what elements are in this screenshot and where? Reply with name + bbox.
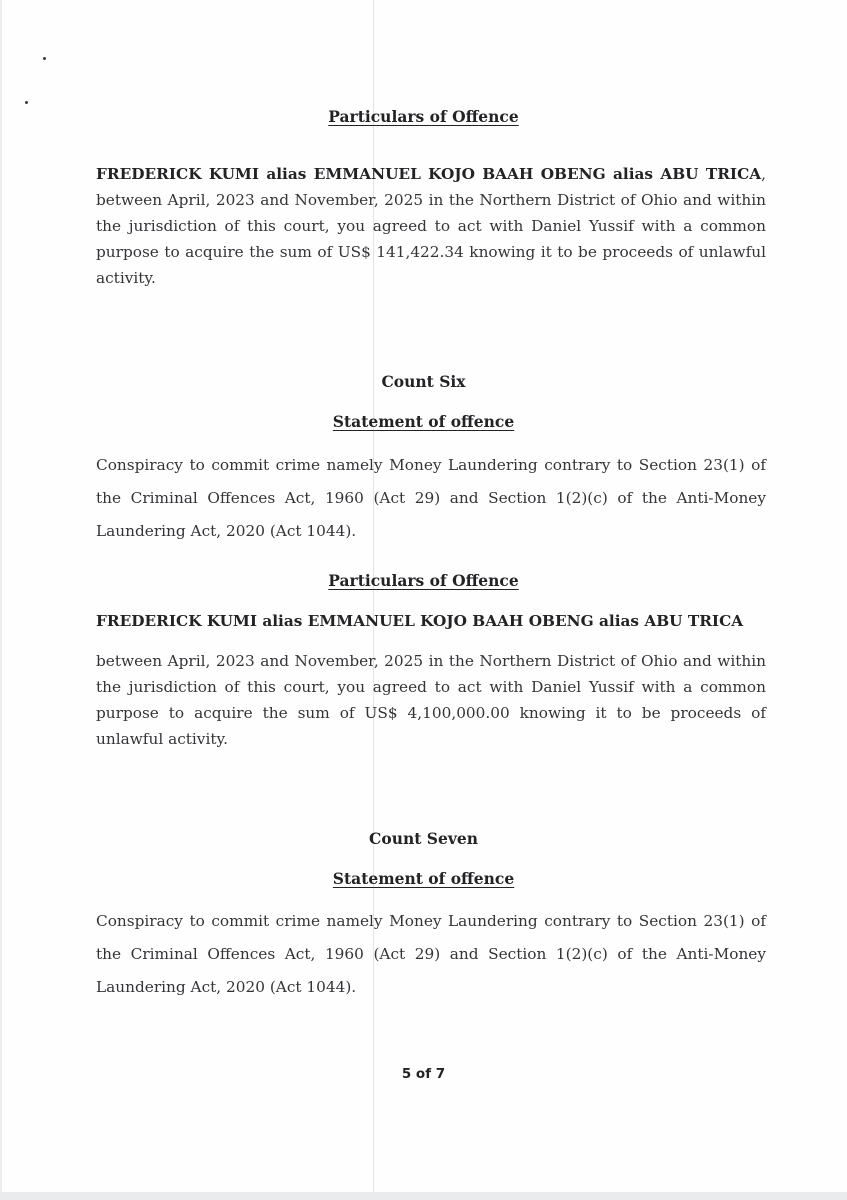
scan-bottom-edge: [0, 1192, 847, 1200]
count-six-accused: [96, 608, 766, 634]
particulars-heading-1: Particulars of Offence: [328, 107, 519, 126]
particulars-text-1: between April, 2023 and November, 2025 in the Northern District of Ohio and within the jurisdiction of this court, you agreed to act with Daniel Yussif with a common purpose to acquire the sum of US$ 141,422.34 knowing it to be proceeds of unlawful activity.: [96, 191, 766, 287]
count-six-particulars-heading: Particulars of Offence: [328, 571, 519, 590]
particulars-paragraph-1: [96, 161, 766, 291]
scan-left-edge: [0, 0, 2, 1200]
page-number: 5 of 7: [401, 1066, 446, 1082]
accused-suffix-1: ,: [761, 165, 766, 183]
accused-name-2: FREDERICK KUMI alias EMMANUEL KOJO BAAH OBENG alias ABU TRICA: [96, 612, 744, 630]
count-seven-statement-text: Conspiracy to commit crime namely Money Laundering contrary to Section 23(1) of the Criminal Offences Act, 1960 (Act 29) and Section 1(2)(c) of the Anti-Money Laundering Act, 2020 (Act 1044).: [96, 912, 766, 996]
count-six-statement-heading: Statement of offence: [332, 412, 515, 431]
count-six-particulars-text: between April, 2023 and November, 2025 in the Northern District of Ohio and within the jurisdiction of this court, you agreed to act with Daniel Yussif with a common purpose to acquire the sum of US$ 4,100,000.00 knowing it to be proceeds of unlawful activity.: [96, 652, 766, 748]
count-seven-title: Count Seven: [369, 829, 478, 848]
scan-speck: [25, 101, 28, 104]
scan-speck: [43, 57, 46, 60]
count-six-statement-text: Conspiracy to commit crime namely Money Laundering contrary to Section 23(1) of the Criminal Offences Act, 1960 (Act 29) and Section 1(2)(c) of the Anti-Money Laundering Act, 2020 (Act 1044).: [96, 456, 766, 540]
accused-name-1: FREDERICK KUMI alias EMMANUEL KOJO BAAH OBENG alias ABU TRICA: [96, 165, 762, 183]
count-seven-statement-heading: Statement of offence: [332, 869, 515, 888]
count-six-title: Count Six: [381, 372, 466, 391]
